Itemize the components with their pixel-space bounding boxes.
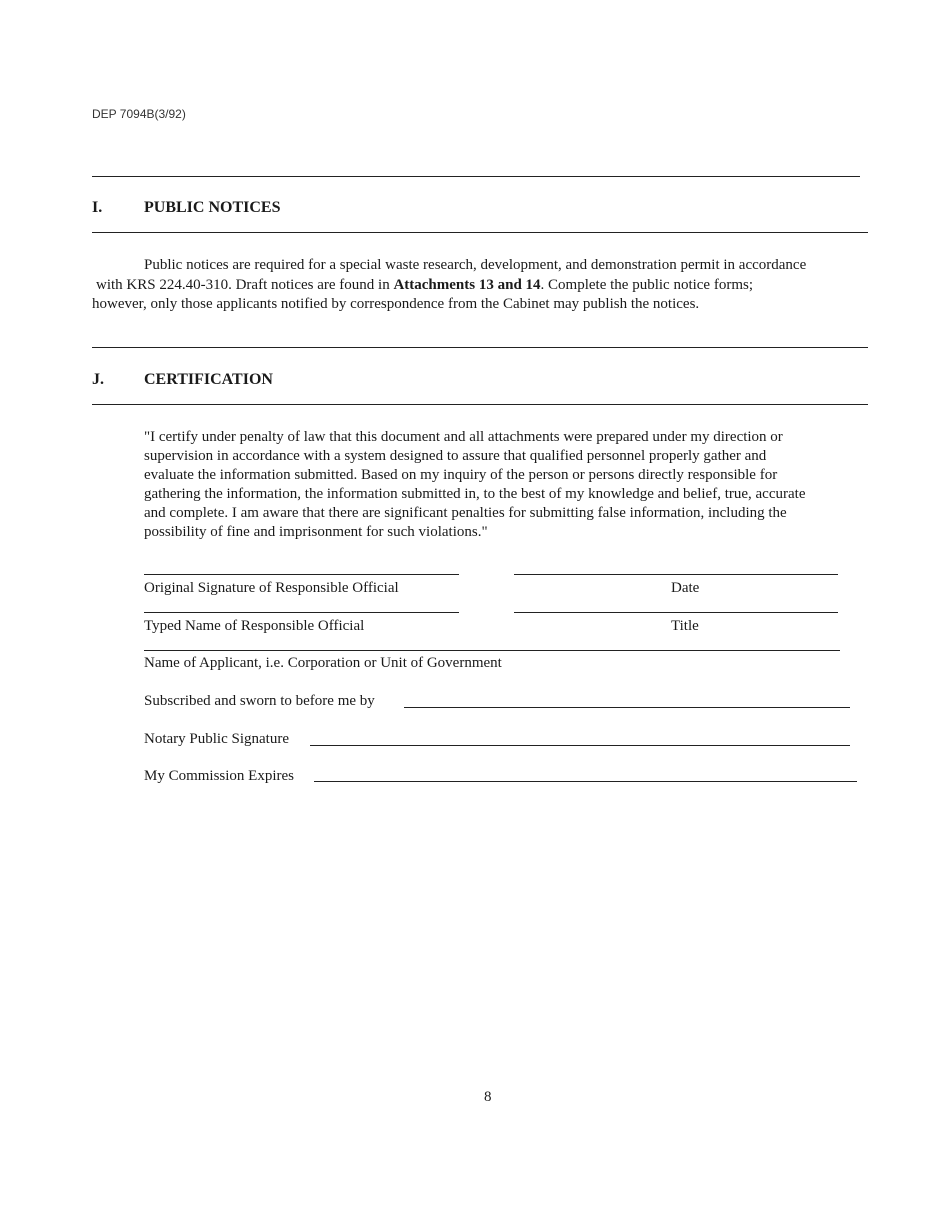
divider [92, 232, 868, 233]
notary-signature-line[interactable] [310, 745, 850, 746]
applicant-name-line[interactable] [144, 650, 840, 651]
commission-expires-label: My Commission Expires [144, 768, 295, 784]
commission-expires-line[interactable] [314, 781, 857, 782]
para-line: however, only those applicants notified by correspondence from the Cabinet may publish the notices. [92, 296, 700, 312]
title-line[interactable] [514, 612, 838, 613]
cert-line: possibility of fine and imprisonment for such violations." [144, 524, 488, 540]
section-j-title: CERTIFICATION [144, 371, 273, 388]
cert-line: "I certify under penalty of law that this document and all attachments were prepared under my direction or [144, 429, 783, 445]
original-signature-line[interactable] [144, 574, 459, 575]
para-text: . Complete the public notice forms; [540, 276, 754, 293]
subscribed-label: Subscribed and sworn to before me by [144, 693, 375, 709]
section-i-letter: I. [92, 199, 103, 216]
section-j-letter: J. [92, 371, 104, 388]
para-line [92, 276, 882, 296]
public-notices-paragraph [92, 256, 882, 315]
cert-line: supervision in accordance with a system designed to assure that qualified personnel properly gather and [144, 448, 767, 464]
divider [92, 347, 868, 348]
title-label: Title [671, 618, 699, 634]
para-text: with KRS 224.40-310. Draft notices are found in [96, 276, 394, 293]
divider [92, 404, 868, 405]
applicant-name-label: Name of Applicant, i.e. Corporation or Unit of Government [144, 655, 502, 671]
typed-name-label: Typed Name of Responsible Official [144, 618, 365, 634]
section-i-title: PUBLIC NOTICES [144, 199, 281, 216]
cert-line: gathering the information, the information submitted in, to the best of my knowledge and belief, true, accurate [144, 486, 806, 502]
form-code: DEP 7094B(3/92) [92, 107, 186, 121]
notary-signature-label: Notary Public Signature [144, 731, 289, 747]
attachments-reference: Attachments 13 and 14 [393, 276, 541, 293]
cert-line: evaluate the information submitted. Based on my inquiry of the person or persons directly responsible for [144, 467, 778, 483]
date-label: Date [671, 580, 700, 596]
divider [92, 176, 860, 177]
subscribed-line[interactable] [404, 707, 850, 708]
typed-name-line[interactable] [144, 612, 459, 613]
para-line: Public notices are required for a special waste research, development, and demonstration permit in accordance [144, 257, 807, 273]
date-line[interactable] [514, 574, 838, 575]
page-number: 8 [484, 1089, 492, 1105]
certification-statement [144, 428, 894, 542]
cert-line: and complete. I am aware that there are significant penalties for submitting false information, including the [144, 505, 787, 521]
original-signature-label: Original Signature of Responsible Official [144, 580, 399, 596]
